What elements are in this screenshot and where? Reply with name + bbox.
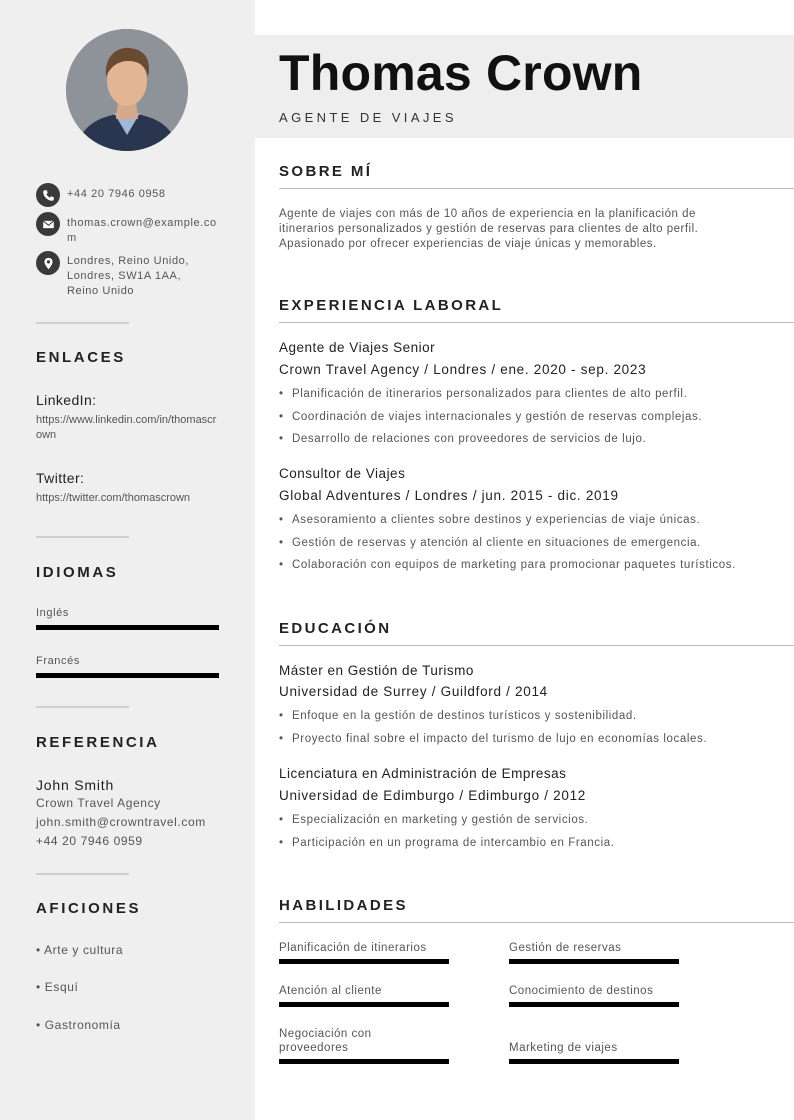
skill-level-bar (279, 959, 449, 964)
about-heading: SOBRE MÍ (279, 163, 373, 180)
language-level-fill (36, 625, 219, 630)
reference-company: Crown Travel Agency (36, 796, 161, 810)
education-bullet: • Participación en un programa de intercambio en Francia. (279, 837, 789, 849)
job-title: AGENTE DE VIAJES (279, 110, 457, 125)
job-bullet: • Planificación de itinerarios personalizados para clientes de alto perfil. (279, 388, 789, 400)
contact-address (36, 251, 226, 299)
language-level-bar (36, 625, 219, 630)
phone-icon (36, 183, 60, 207)
education-entry-subtitle: Universidad de Surrey / Guildford / 2014 (279, 684, 548, 699)
email-icon (36, 212, 60, 236)
reference-heading: REFERENCIA (36, 734, 160, 751)
reference-phone: +44 20 7946 0959 (36, 834, 143, 848)
skill-level-fill (509, 959, 679, 964)
links-heading: ENLACES (36, 349, 126, 366)
education-bullet: • Proyecto final sobre el impacto del turismo de lujo en economías locales. (279, 733, 789, 745)
location-icon (36, 251, 60, 275)
skill-name: Atención al cliente (279, 985, 382, 997)
skill-level-bar (509, 1002, 679, 1007)
job-bullet: • Colaboración con equipos de marketing para promocionar paquetes turísticos. (279, 559, 789, 571)
language-name: Francés (36, 655, 80, 667)
job-bullet: • Asesoramiento a clientes sobre destinos y experiencias de viaje únicas. (279, 514, 789, 526)
education-entry-title: Licenciatura en Administración de Empresas (279, 766, 567, 781)
job-bullet: • Gestión de reservas y atención al cliente en situaciones de emergencia. (279, 537, 789, 549)
about-text: Agente de viajes con más de 10 años de experiencia en la planificación de itinerarios personalizados y gestión de reservas para clientes de alto perfil. Apasionado por ofrecer experiencias de viaje únicas y memorables. (279, 208, 699, 250)
section-rule (279, 322, 794, 323)
linkedin-label: LinkedIn: (36, 392, 97, 408)
skill-level-bar (279, 1059, 449, 1064)
skill-name: Conocimiento de destinos (509, 985, 654, 997)
skill-level-fill (279, 1059, 449, 1064)
hobby-item: • Gastronomía (36, 1018, 121, 1032)
skill-level-bar (509, 1059, 679, 1064)
skill-level-fill (279, 959, 449, 964)
reference-name: John Smith (36, 777, 115, 793)
sidebar-divider (36, 536, 129, 538)
skill-name: Marketing de viajes (509, 1042, 618, 1054)
skill-level-fill (279, 1002, 449, 1007)
skill-level-bar (279, 1002, 449, 1007)
language-level-bar (36, 673, 219, 678)
job-entry-title: Agente de Viajes Senior (279, 340, 436, 355)
section-rule (279, 188, 794, 189)
section-rule (279, 645, 794, 646)
job-bullet: • Desarrollo de relaciones con proveedores de servicios de lujo. (279, 433, 789, 445)
education-bullet: • Enfoque en la gestión de destinos turísticos y sostenibilidad. (279, 710, 789, 722)
contact-email-text[interactable]: thomas.crown@example.com (67, 217, 217, 244)
languages-heading: IDIOMAS (36, 564, 119, 581)
profile-photo-image (66, 29, 188, 151)
linkedin-url[interactable]: https://www.linkedin.com/in/thomascrown (36, 414, 217, 441)
experience-heading: EXPERIENCIA LABORAL (279, 297, 504, 314)
job-bullet: • Coordinación de viajes internacionales y gestión de reservas complejas. (279, 411, 789, 423)
education-entry-subtitle: Universidad de Edimburgo / Edimburgo / 2012 (279, 788, 587, 803)
language-name: Inglés (36, 607, 69, 619)
education-heading: EDUCACIÓN (279, 620, 392, 637)
education-bullet: • Especialización en marketing y gestión de servicios. (279, 814, 789, 826)
education-entry-title: Máster en Gestión de Turismo (279, 663, 474, 678)
skill-name: Gestión de reservas (509, 942, 622, 954)
skill-name: Planificación de itinerarios (279, 942, 427, 954)
job-entry-title: Consultor de Viajes (279, 466, 406, 481)
sidebar-divider (36, 322, 129, 324)
skill-level-fill (509, 1002, 679, 1007)
profile-photo (66, 29, 188, 151)
hobbies-heading: AFICIONES (36, 900, 142, 917)
skill-name: Negociación con proveedores (279, 1028, 372, 1054)
skill-level-fill (509, 1059, 679, 1064)
twitter-label: Twitter: (36, 470, 85, 486)
contact-phone (36, 183, 226, 207)
hobby-item: • Esquí (36, 980, 79, 994)
candidate-name: Thomas Crown (279, 45, 643, 101)
job-entry-subtitle: Global Adventures / Londres / jun. 2015 - dic. 2019 (279, 488, 619, 503)
language-level-fill (36, 673, 219, 678)
section-rule (279, 922, 794, 923)
hobby-item: • Arte y cultura (36, 943, 124, 957)
sidebar-divider (36, 873, 129, 875)
reference-email[interactable]: john.smith@crowntravel.com (36, 815, 206, 829)
contact-address-text: Londres, Reino Unido, Londres, SW1A 1AA, Reino Unido (67, 255, 190, 297)
contact-email (36, 212, 226, 246)
contact-phone-text: +44 20 7946 0958 (67, 188, 166, 200)
skills-heading: HABILIDADES (279, 897, 408, 914)
sidebar-divider (36, 706, 129, 708)
skill-level-bar (509, 959, 679, 964)
job-entry-subtitle: Crown Travel Agency / Londres / ene. 2020 - sep. 2023 (279, 362, 647, 377)
twitter-url[interactable]: https://twitter.com/thomascrown (36, 492, 191, 504)
